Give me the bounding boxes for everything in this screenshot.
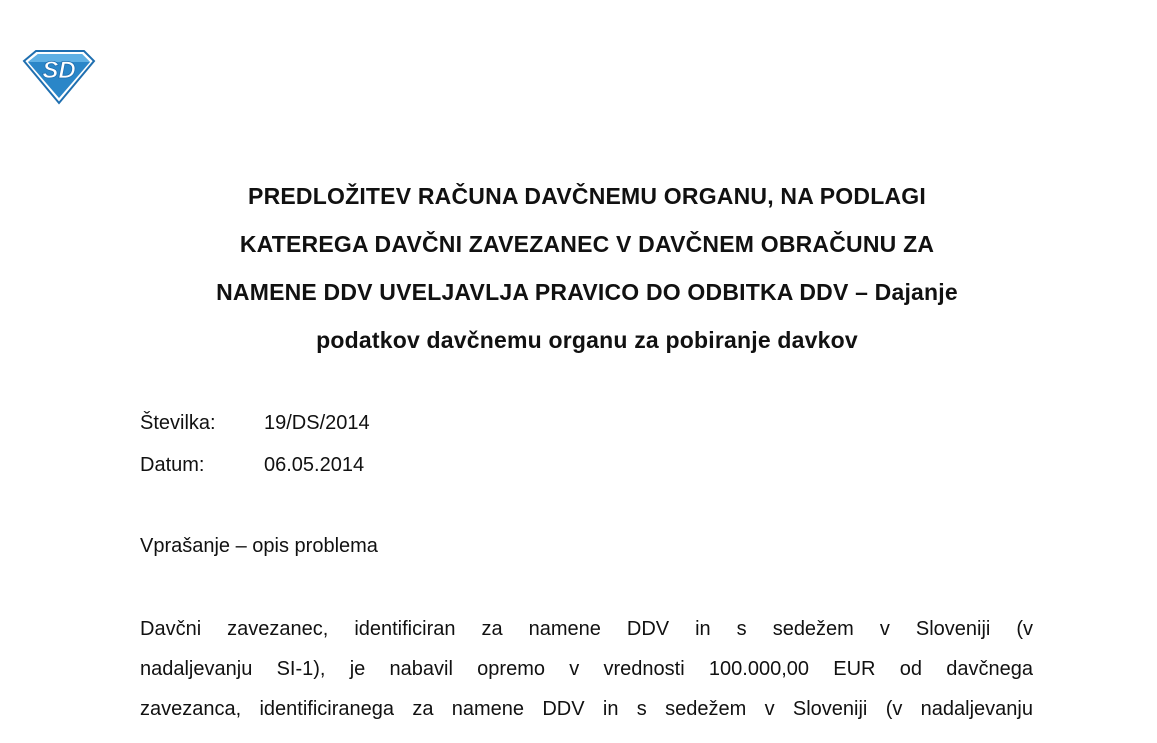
sd-diamond-logo-icon [22,47,96,105]
title-line: KATEREGA DAVČNI ZAVEZANEC V DAVČNEM OBRAČUNU ZA [239,231,935,257]
document-title [128,172,1046,364]
document-date-value: 06.05.2014 [264,454,365,476]
document-number-value: 19/DS/2014 [264,412,370,434]
document-date-row [140,453,364,477]
document-date-label: Datum: [140,454,205,476]
body-line: nadaljevanju SI-1), je nabavil opremo v vrednosti 100.000,00 EUR od davčnega [140,658,1033,680]
sd-logo [22,47,96,105]
document-number-label: Številka: [140,412,216,434]
logo-lettering: SD [42,57,76,84]
body-line: Davčni zavezanec, identificiran za namene DDV in s sedežem v Sloveniji (v [140,618,1033,640]
section-heading: Vprašanje – opis problema [140,535,378,557]
title-line: NAMENE DDV UVELJAVLJA PRAVICO DO ODBITKA DDV – Dajanje [216,279,958,305]
document-number-row [140,411,370,435]
body-paragraph [140,609,1033,729]
title-line: PREDLOŽITEV RAČUNA DAVČNEMU ORGANU, NA PODLAGI [248,183,926,209]
body-line: zavezanca, identificiranega za namene DDV in s sedežem v Sloveniji (v nadaljevanju [140,698,1033,720]
title-line: podatkov davčnemu organu za pobiranje davkov [316,327,858,353]
